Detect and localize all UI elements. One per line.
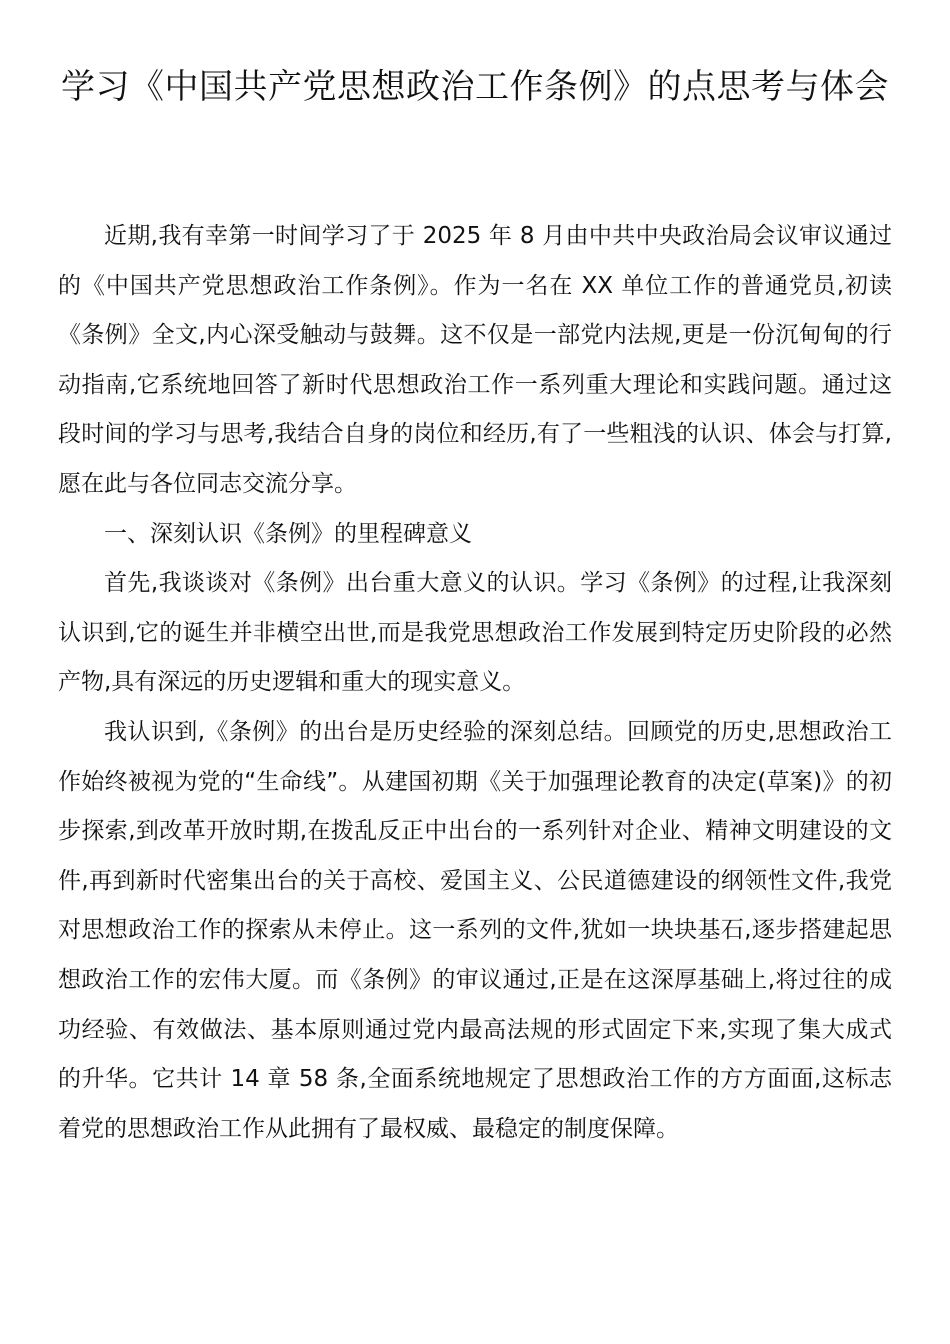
intro-paragraph: 近期,我有幸第一时间学习了于 2025 年 8 月由中共中央政治局会议审议通过的《中国共产党思想政治工作条例》。作为一名在 XX 单位工作的普通党员,初读《条例》全文,内心深受触动与鼓舞。这不仅是一部党内法规,更是一份沉甸甸的行动指南,它系统地回答了新时代思想政治工作一系列重大理论和实践问题。通过这段时间的学习与思考,我结合自身的岗位和经历,有了一些粗浅的认识、体会与打算,愿在此与各位同志交流分享。 bbox=[58, 223, 892, 497]
significance-paragraph: 首先,我谈谈对《条例》出台重大意义的认识。学习《条例》的过程,让我深刻认识到,它的诞生并非横空出世,而是我党思想政治工作发展到特定历史阶段的必然产物,具有深远的历史逻辑和重大的现实意义。 bbox=[58, 570, 892, 696]
document-body bbox=[58, 212, 892, 1154]
history-paragraph: 我认识到,《条例》的出台是历史经验的深刻总结。回顾党的历史,思想政治工作始终被视为党的“生命线”。从建国初期《关于加强理论教育的决定(草案)》的初步探索,到改革开放时期,在拨乱反正中出台的一系列针对企业、精神文明建设的文件,再到新时代密集出台的关于高校、爱国主义、公民道德建设的纲领性文件,我党对思想政治工作的探索从未停止。这一系列的文件,犹如一块块基石,逐步搭建起思想政治工作的宏伟大厦。而《条例》的审议通过,正是在这深厚基础上,将过往的成功经验、有效做法、基本原则通过党内最高法规的形式固定下来,实现了集大成式的升华。它共计 14 章 58 条,全面系统地规定了思想政治工作的方方面面,这标志着党的思想政治工作从此拥有了最权威、最稳定的制度保障。 bbox=[58, 718, 892, 1142]
document-title: 学习《中国共产党思想政治工作条例》的点思考与体会 bbox=[61, 67, 889, 107]
section-heading: 一、深刻认识《条例》的里程碑意义 bbox=[104, 520, 472, 547]
